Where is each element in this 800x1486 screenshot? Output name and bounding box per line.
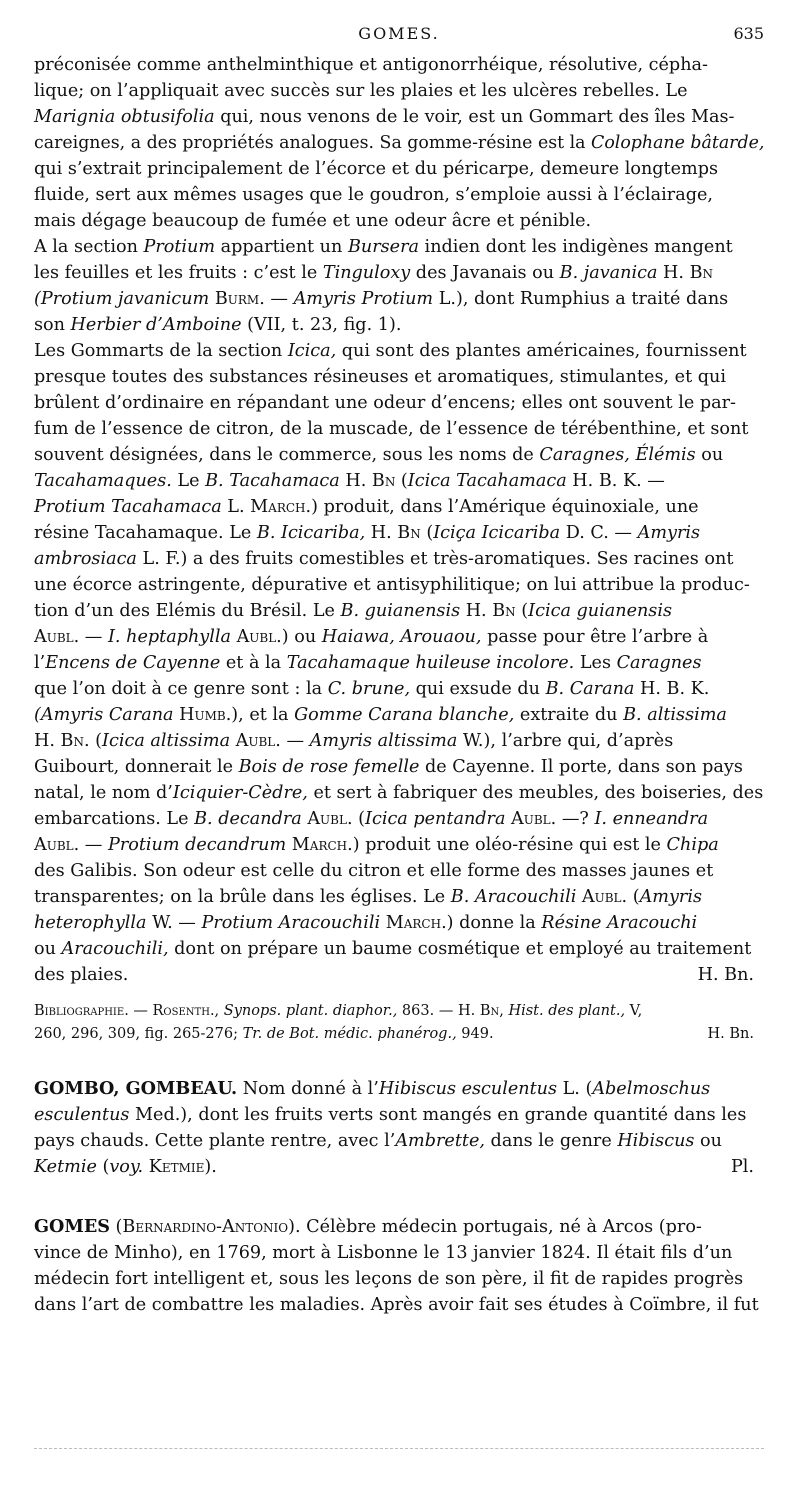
text-run: des Javanais ou — [410, 263, 560, 283]
entry-gombo — [34, 1076, 764, 1180]
entry-gomes — [34, 1214, 764, 1318]
text-run: H. B. K. — [634, 679, 710, 699]
text-line — [34, 312, 764, 338]
text-line — [34, 520, 764, 546]
text-line — [34, 234, 764, 260]
text-line — [34, 1292, 764, 1318]
text-run: Bn — [689, 263, 714, 283]
text-run: les feuilles et les fruits : c’est le — [34, 263, 323, 283]
text-run: H. — [339, 471, 372, 491]
text-run: W. — — [146, 913, 202, 933]
text-run: ambrosiaca — [34, 549, 137, 569]
text-run: Guibourt, donnerait le — [34, 757, 239, 777]
text-run: B. Aracouchili — [450, 887, 577, 907]
text-run: qui, nous venons de le voir, est un Gommart des îles Mas- — [214, 107, 735, 127]
text-run: March — [291, 835, 348, 855]
text-run: .) produit une oléo-résine qui est le — [347, 835, 667, 855]
text-run: voy. — [109, 1157, 144, 1177]
text-line — [34, 936, 764, 962]
text-run: Tinguloxy — [322, 263, 411, 283]
text-run: Aubl — [34, 835, 74, 855]
paragraph-protium — [34, 234, 764, 338]
text-run: Le — [171, 471, 206, 491]
text-line — [34, 676, 764, 702]
text-run: dans l’art de combattre les maladies. Après avoir fait ses études à Coïmbre, il fut — [34, 1295, 759, 1315]
text-run: Résine Aracouchi — [541, 913, 698, 933]
text-run: B. Tacahamaca — [205, 471, 340, 491]
author-signature: Pl. — [730, 1157, 754, 1177]
text-run: ., — [209, 1003, 224, 1019]
text-run: l’ — [34, 653, 46, 673]
text-run: ou — [695, 445, 724, 465]
text-run: appartient un — [215, 237, 348, 257]
text-run: 260, 296, 309, fig. 265-276; — [34, 1026, 243, 1042]
text-run: Aubl — [581, 887, 622, 907]
text-line — [34, 1266, 764, 1292]
text-run: Protium Tacahamaca — [34, 497, 222, 517]
text-run: dans le genre — [484, 1131, 618, 1151]
text-run: Encens de Cayenne — [45, 653, 221, 673]
text-run: des plaies. — [34, 965, 129, 985]
text-run: indien dont les indigènes mangent — [418, 237, 733, 257]
text-run: GOMES — [34, 1216, 110, 1237]
text-run: C. brune, — [327, 679, 411, 699]
text-line — [34, 338, 764, 364]
text-run: Protium — [143, 237, 216, 257]
text-run: Herbier d’Amboine — [70, 315, 242, 335]
text-line — [34, 130, 764, 156]
text-run: Icica guianensis — [528, 601, 672, 621]
text-run: (VII, t. 23, fig. 1). — [241, 315, 402, 335]
text-run: B. Carana — [545, 679, 635, 699]
text-run: Ambrette, — [395, 1131, 485, 1151]
text-line — [34, 416, 764, 442]
text-run: transparentes; on la brûle dans les églises. Le — [34, 887, 451, 907]
text-run: . — — [124, 1003, 153, 1019]
text-line — [34, 468, 764, 494]
text-run: V, — [625, 1003, 643, 1019]
running-head — [34, 20, 764, 52]
text-line — [34, 624, 764, 650]
text-line — [34, 260, 764, 286]
text-line — [34, 1240, 764, 1266]
text-run: B. Icicariba, — [256, 523, 366, 543]
text-run: Burm — [214, 289, 260, 309]
text-run: médecin fort intelligent et, sous les leçons de son père, il fit de rapides progrès — [34, 1269, 744, 1289]
text-line — [34, 494, 764, 520]
text-run: Aubl — [511, 809, 551, 829]
text-run: . ( — [621, 887, 640, 907]
text-run: Bibliographie — [34, 1003, 125, 1019]
text-line — [34, 442, 764, 468]
text-line — [34, 156, 764, 182]
text-run: Aubl — [235, 731, 276, 751]
text-run: B. decandra — [194, 809, 302, 829]
page-number: 635 — [733, 24, 764, 43]
text-run: ( — [109, 1217, 123, 1237]
text-run: une écorce astringente, dépurative et antisyphilitique; on lui attribue la produc- — [34, 575, 750, 595]
text-run: Icica Tacahamaca — [407, 471, 567, 491]
text-run: esculentus — [34, 1105, 130, 1125]
text-run: et à la — [220, 653, 287, 673]
text-run: Amyris — [639, 887, 702, 907]
text-line — [34, 104, 764, 130]
text-run: Les Gommarts de la section — [34, 341, 288, 361]
text-run: brûlent d’ordinaire en répandant une odeur d’encens; elles ont souvent le par- — [34, 393, 736, 413]
text-run: Haiawa, Arouaou, — [321, 627, 482, 647]
text-run: .) ou — [276, 627, 322, 647]
text-run: Bois de rose femelle — [238, 757, 420, 777]
text-line — [34, 754, 764, 780]
text-run: . — — [259, 289, 294, 309]
paragraph-colophane — [34, 52, 764, 234]
text-line — [34, 1023, 764, 1046]
text-line — [34, 1000, 764, 1023]
text-run: Icica, — [287, 341, 337, 361]
text-run: ( — [420, 523, 434, 543]
text-line — [34, 1102, 764, 1128]
text-run: Icica pentandra — [365, 809, 506, 829]
text-run: des Galibis. Son odeur est celle du citron et elle forme des masses jaunes et — [34, 861, 714, 881]
text-run: W.), l’arbre qui, d’après — [457, 731, 674, 751]
text-run: D. C. — — [560, 523, 638, 543]
text-run: Caragnes, Élémis — [539, 445, 696, 465]
text-run: I. heptaphylla — [107, 627, 231, 647]
text-run: Med.), dont les fruits verts sont mangés en grande quantité dans les — [129, 1105, 747, 1125]
text-run: qui sont des plantes américaines, fournissent — [336, 341, 747, 361]
text-run: 863. — H. — [397, 1003, 480, 1019]
text-run: Aubl — [34, 627, 74, 647]
text-run: Amyris altissima — [309, 731, 458, 751]
text-run: I. enneandra — [594, 809, 709, 829]
text-run: Tacahamaque huileuse incolore. — [286, 653, 575, 673]
text-run: B. altissima — [623, 705, 727, 725]
text-run: H. — [34, 731, 61, 751]
text-run: qui exsude du — [410, 679, 546, 699]
text-run: careignes, a des propriétés analogues. Sa gomme-résine est la — [34, 133, 592, 153]
text-line — [34, 52, 764, 78]
text-run: .), et la — [225, 705, 295, 725]
text-run: Tr. de Bot. médic. phanérog., — [242, 1026, 457, 1042]
text-run: ( — [96, 1157, 110, 1177]
text-run: B. javanica — [559, 263, 658, 283]
text-run: presque toutes des substances résineuses et aromatiques, stimulantes, et qui — [34, 367, 726, 387]
bibliography — [34, 1000, 764, 1046]
text-run: L. — [221, 497, 251, 517]
text-line — [34, 546, 764, 572]
text-line — [34, 728, 764, 754]
text-run: Ketmie — [148, 1157, 205, 1177]
text-run: Protium decandrum — [107, 835, 287, 855]
text-run: Les — [574, 653, 617, 673]
text-run: Aracouchili, — [61, 939, 169, 959]
text-line — [34, 832, 764, 858]
text-run: (Protium javanicum — [34, 289, 210, 309]
text-line — [34, 1214, 764, 1240]
text-run: GOMBO, GOMBEAU. — [34, 1078, 238, 1099]
text-run: qui s’extrait principalement de l’écorce et du péricarpe, demeure longtemps — [34, 159, 718, 179]
text-run: Chipa — [666, 835, 719, 855]
text-run: Icica altissima — [102, 731, 231, 751]
text-run: Caragnes — [616, 653, 702, 673]
text-run: . — — [73, 627, 108, 647]
text-run: . — — [275, 731, 310, 751]
text-run: fluide, sert aux mêmes usages que le goudron, s’emploie aussi à l’éclairage, — [34, 185, 713, 205]
text-run: fum de l’essence de citron, de la muscade, de l’essence de térébenthine, et sont — [34, 419, 749, 439]
text-run: Humb — [179, 705, 226, 725]
text-line — [34, 572, 764, 598]
text-line — [34, 1128, 764, 1154]
text-run: Aubl — [307, 809, 347, 829]
paragraph-icica — [34, 338, 764, 988]
text-run: son — [34, 315, 71, 335]
text-line — [34, 598, 764, 624]
text-run: Bn — [371, 471, 396, 491]
text-run: Bn — [397, 523, 421, 543]
text-line — [34, 702, 764, 728]
text-line — [34, 962, 764, 988]
text-run: 949. — [456, 1026, 494, 1042]
text-run: .) donne la — [441, 913, 542, 933]
text-run: Amyris — [637, 523, 701, 543]
text-run: Iciça Icicariba — [433, 523, 561, 543]
text-run: B. guianensis — [340, 601, 461, 621]
text-run: Hibiscus esculentus — [378, 1079, 557, 1099]
text-run: ou — [34, 939, 62, 959]
text-run: et sert à fabriquer des meubles, des boiseries, des — [307, 783, 764, 803]
text-run: Aubl — [236, 627, 277, 647]
text-line — [34, 884, 764, 910]
text-line — [34, 780, 764, 806]
text-run: L. F.) a des fruits comestibles et très-aromatiques. Ses racines ont — [136, 549, 734, 569]
document-page — [34, 20, 764, 1318]
text-run: March — [250, 497, 306, 517]
text-run: Bn — [479, 1003, 500, 1019]
text-run: . ( — [83, 731, 103, 751]
text-run: . ( — [346, 809, 366, 829]
text-run: que l’on doit à ce genre sont : la — [34, 679, 328, 699]
text-run: résine Tacahamaque. Le — [34, 523, 257, 543]
text-line — [34, 390, 764, 416]
text-run: H. — [460, 601, 493, 621]
text-run: ). — [204, 1157, 217, 1177]
text-run: H. B. K. — — [566, 471, 665, 491]
text-run: H. — [365, 523, 398, 543]
author-signature: H. Bn. — [707, 1026, 754, 1042]
text-run: .) produit, dans l’Amérique équinoxiale, une — [305, 497, 699, 517]
text-line — [34, 182, 764, 208]
text-run: . —? — [550, 809, 595, 829]
text-run: extraite du — [514, 705, 624, 725]
text-line — [34, 806, 764, 832]
text-run: Ketmie — [34, 1157, 97, 1177]
text-run: Gomme Carana blanche, — [294, 705, 515, 725]
text-run: Iciquier-Cèdre, — [172, 783, 308, 803]
text-run: Hist. des plant., — [508, 1003, 626, 1019]
author-signature: H. Bn. — [697, 965, 754, 985]
text-run: L.), dont Rumphius a traité dans — [433, 289, 729, 309]
text-run: passe pour être l’arbre à — [481, 627, 709, 647]
text-run: Rosenth — [152, 1003, 210, 1019]
text-run: . — — [73, 835, 108, 855]
text-run: , — [499, 1003, 509, 1019]
text-line — [34, 1154, 764, 1180]
text-run: tion d’un des Elémis du Brésil. Le — [34, 601, 341, 621]
text-run: Bn — [60, 731, 84, 751]
text-run: A la section — [34, 237, 144, 257]
text-run: Bernardino-Antonio — [122, 1217, 289, 1237]
running-title: GOMES. — [358, 24, 440, 43]
text-run: dont on prépare un baume cosmétique et employé au traitement — [168, 939, 752, 959]
text-run: ou — [694, 1131, 722, 1151]
text-run: pays chauds. Cette plante rentre, avec l’ — [34, 1131, 396, 1151]
text-run: Nom donné à l’ — [237, 1079, 379, 1099]
text-line — [34, 208, 764, 234]
text-run: Bn — [492, 601, 516, 621]
text-run: Hibiscus — [617, 1131, 695, 1151]
text-run: (Amyris Carana — [34, 705, 174, 725]
text-line — [34, 910, 764, 936]
text-run: ( — [515, 601, 529, 621]
text-run: heterophylla — [34, 913, 147, 933]
text-run: Tacahamaques. — [34, 471, 172, 491]
text-run: Colophane bâtarde, — [591, 133, 765, 153]
text-line — [34, 364, 764, 390]
text-run: mais dégage beaucoup de fumée et une odeur âcre et pénible. — [34, 211, 592, 231]
text-run: Abelmoschus — [592, 1079, 711, 1099]
text-run: préconisée comme anthelminthique et antigonorrhéique, résolutive, cépha- — [34, 55, 708, 75]
text-run: vince de Minho), en 1769, mort à Lisbonne le 13 janvier 1824. Il était fils d’un — [34, 1243, 733, 1263]
text-line — [34, 858, 764, 884]
text-run: Bursera — [347, 237, 419, 257]
text-run: Protium Aracouchili — [201, 913, 381, 933]
text-run: embarcations. Le — [34, 809, 195, 829]
text-line — [34, 650, 764, 676]
text-run: ). Célèbre médecin portugais, né à Arcos (pro- — [288, 1217, 702, 1237]
text-run: de Cayenne. Il porte, dans son pays — [419, 757, 743, 777]
text-line — [34, 286, 764, 312]
text-run: March — [385, 913, 442, 933]
text-run: lique; on l’appliquait avec succès sur les plaies et les ulcères rebelles. Le — [34, 81, 688, 101]
text-run: Amyris Protium — [293, 289, 434, 309]
text-run: L. ( — [557, 1079, 593, 1099]
text-run: Synops. plant. diaphor., — [223, 1003, 398, 1019]
text-run: souvent désignées, dans le commerce, sous les noms de — [34, 445, 540, 465]
text-run: natal, le nom d’ — [34, 783, 173, 803]
text-run: Marignia obtusifolia — [34, 107, 215, 127]
text-run: ( — [395, 471, 408, 491]
text-run: H. — [657, 263, 690, 283]
text-line — [34, 78, 764, 104]
bottom-rule — [34, 1448, 764, 1449]
text-line — [34, 1076, 764, 1102]
